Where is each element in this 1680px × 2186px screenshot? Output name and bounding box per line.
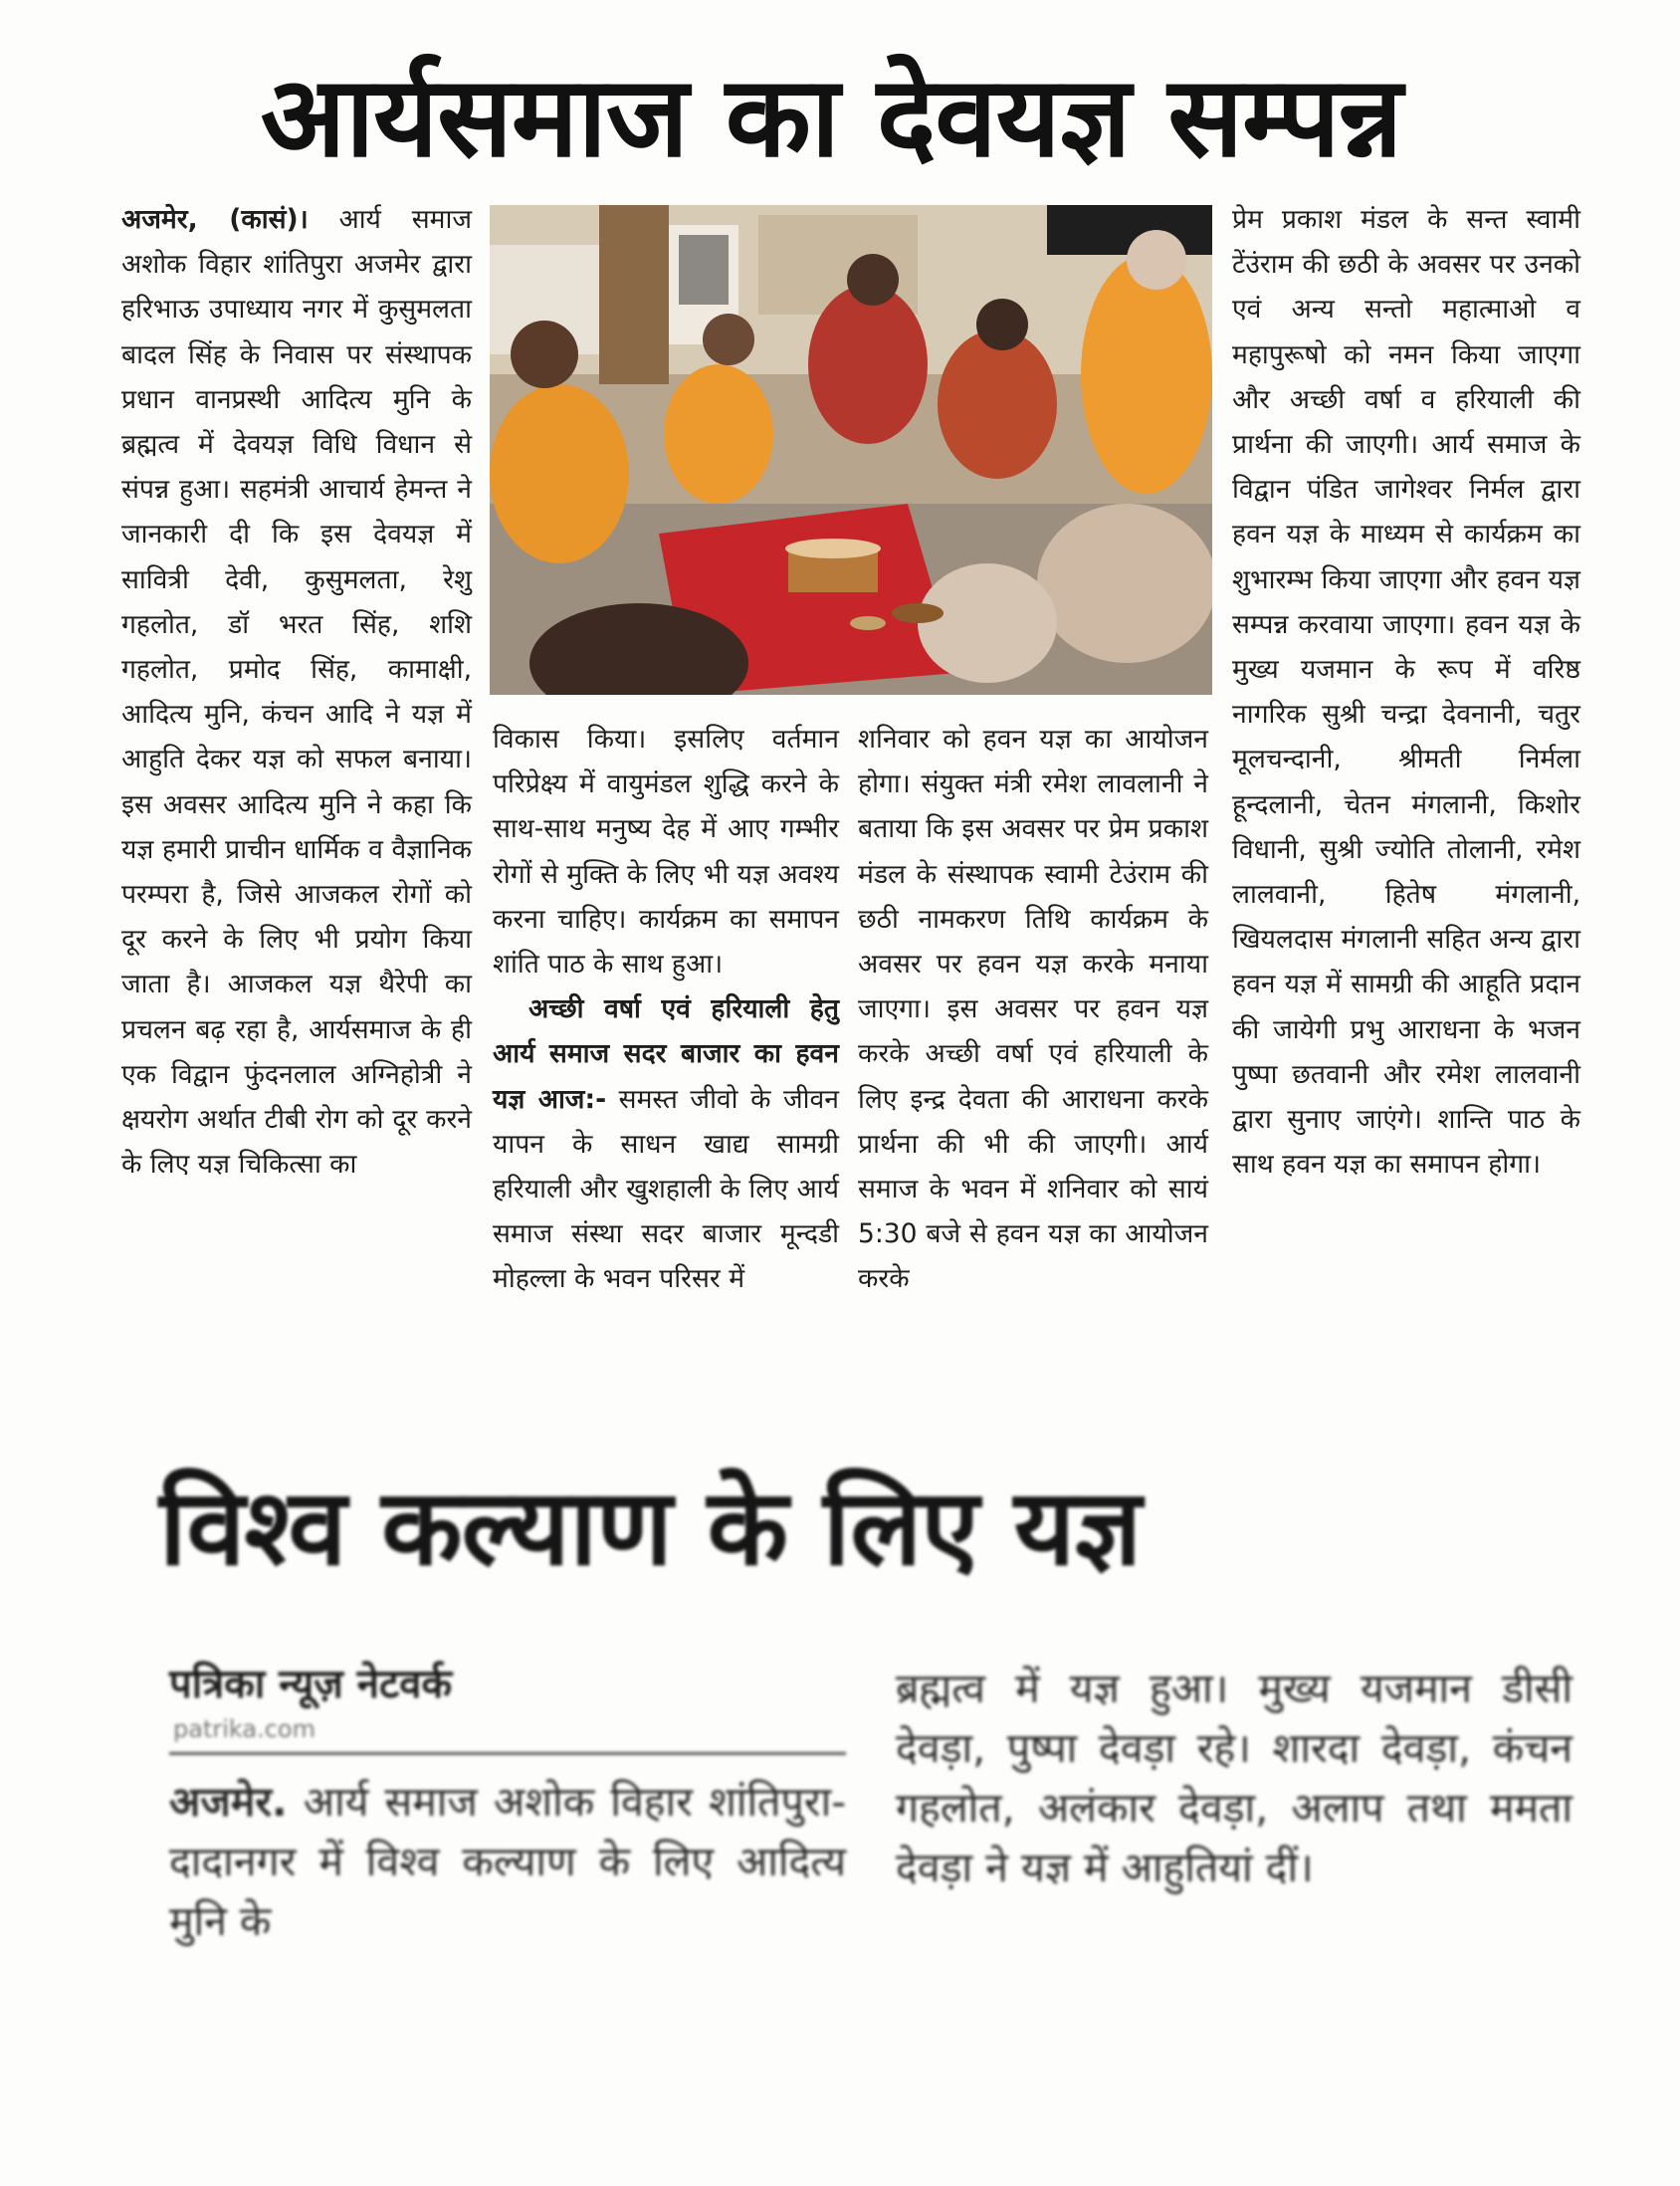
article2-byline: पत्रिका न्यूज़ नेटवर्क: [169, 1661, 453, 1707]
article1-subheading: अच्छी वर्षा एवं हरियाली हेतु आर्य समाज सदर बाजार का हवन यज्ञ आज:-: [493, 993, 839, 1115]
article2-clipping: [159, 1463, 1592, 2021]
article2-column-2: ब्रह्मत्व में यज्ञ हुआ। मुख्य यजमान डीसी देवड़ा, पुष्पा देवड़ा रहे। शारदा देवड़ा, कंचन गहलोत, अलंकार देवड़ा, अलाप तथा ममता देवड़ा ने यज्ञ में आहुतियां दीं।: [896, 1664, 1573, 1891]
article2-divider: [169, 1752, 846, 1755]
article1-col2-body-2: समस्त जीवो के जीवन यापन के साधन खाद्य सामग्री हरियाली और खुशहाली के लिए आर्य समाज संस्था सदर बाजार मून्दडी मोहल्ला के भवन परिसर में: [493, 1083, 839, 1295]
article1-col2-body: विकास किया। इसलिए वर्तमान परिप्रेक्ष्य में वायुमंडल शुद्धि करने के साथ-साथ मनुष्य देह में आए गम्भीर रोगों से मुक्ति के लिए भी यज्ञ अवश्य करना चाहिए। कार्यक्रम का समापन शांति पाठ के साथ हुआ।: [493, 724, 839, 981]
article2-col1-body: आर्य समाज अशोक विहार शांतिपुरा- दादानगर में विश्व कल्याण के लिए आदित्य मुनि के: [169, 1778, 846, 1945]
article1-col2-text: [493, 717, 839, 986]
havan-ceremony-illustration: [490, 205, 1212, 695]
article2-website: patrika.com: [173, 1715, 315, 1743]
article1-column-4: [1232, 197, 1580, 1187]
havan-ceremony-photo: [490, 205, 1212, 695]
article2-headline: विश्व कल्याण के लिए यज्ञ: [159, 1466, 1142, 1589]
article1-col3-text: शनिवार को हवन यज्ञ का आयोजन होगा। संयुक्त मंत्री रमेश लावलानी ने बताया कि इस अवसर पर प्रेम प्रकाश मंडल के संस्थापक स्वामी टेउंराम की छठी नामकरण तिथि कार्यक्रम के अवसर पर हवन यज्ञ करके मनाया जाएगा। इस अवसर पर हवन यज्ञ करके अच्छी वर्षा एवं हरियाली के लिए इन्द्र देवता की आराधना करके प्रार्थना की भी की जाएगी। आर्य समाज के भवन में शनिवार को सायं 5:30 बजे से हवन यज्ञ का आयोजन करके: [858, 724, 1208, 1295]
article1-headline: आर्यसमाज का देवयज्ञ सम्पन्न: [260, 53, 1402, 182]
article1-column-2: [493, 717, 839, 1302]
article1-column-1: [121, 197, 472, 1187]
article1-column-3: [858, 717, 1208, 1302]
article1-col1-text: [121, 197, 472, 1187]
article2-column-1: [169, 1772, 846, 1951]
article1-col2-text-2: [493, 986, 839, 1301]
article1-col1-body: आर्य समाज अशोक विहार शांतिपुरा अजमेर द्वारा हरिभाऊ उपाध्याय नगर में कुसुमलता बादल सिंह के निवास पर संस्थापक प्रधान वानप्रस्थी आदित्य मुनि के ब्रह्मत्व में देवयज्ञ विधि विधान से संपन्न हुआ। सहमंत्री आचार्य हेमन्त ने जानकारी दी कि इस देवयज्ञ में सावित्री देवी, कुसुमलता, रेशु गहलोत, डॉ भरत सिंह, शशि गहलोत, प्रमोद सिंह, कामाक्षी, आदित्य मुनि, कंचन आदि ने यज्ञ में आहुति देकर यज्ञ को सफल बनाया। इस अवसर आदित्य मुनि ने कहा कि यज्ञ हमारी प्राचीन धार्मिक व वैज्ञानिक परम्परा है, जिसे आजकल रोगों को दूर करने के लिए भी प्रयोग किया जाता है। आजकल यज्ञ थैरेपी का प्रचलन बढ़ रहा है, आर्यसमाज के ही एक विद्वान फुंदनलाल अग्निहोत्री ने क्षयरोग अर्थात टीबी रोग को दूर करने के लिए यज्ञ चिकित्सा का: [121, 204, 472, 1181]
article1-dateline: अजमेर, (कासं)।: [121, 204, 309, 235]
article2-dateline: अजमेर.: [169, 1778, 288, 1826]
article1-col4-text: प्रेम प्रकाश मंडल के सन्त स्वामी टेंउंराम की छठी के अवसर पर उनको एवं अन्य सन्तो महात्माओ व महापुरूषो को नमन किया जाएगा और अच्छी वर्षा व हरियाली की प्रार्थना की जाएगी। आर्य समाज के विद्वान पंडित जागेश्वर निर्मल द्वारा हवन यज्ञ के माध्यम से कार्यक्रम का शुभारम्भ किया जाएगा और हवन यज्ञ सम्पन्न करवाया जाएगा। हवन यज्ञ के मुख्य यजमान के रूप में वरिष्ठ नागरिक सुश्री चन्द्रा देवनानी, चतुर मूलचन्दानी, श्रीमती निर्मला हून्दलानी, चेतन मंगलानी, किशोर विधानी, सुश्री ज्योति तोलानी, रमेश लालवानी, हितेष मंगलानी, खियलदास मंगलानी सहित अन्य द्वारा हवन यज्ञ में सामग्री की आहूति प्रदान की जायेगी प्रभु आराधना के भजन पुष्पा छतवानी और रमेश लालवानी द्वारा सुनाए जाएंगे। शान्ति पाठ के साथ हवन यज्ञ का समापन होगा।: [1232, 204, 1580, 1181]
